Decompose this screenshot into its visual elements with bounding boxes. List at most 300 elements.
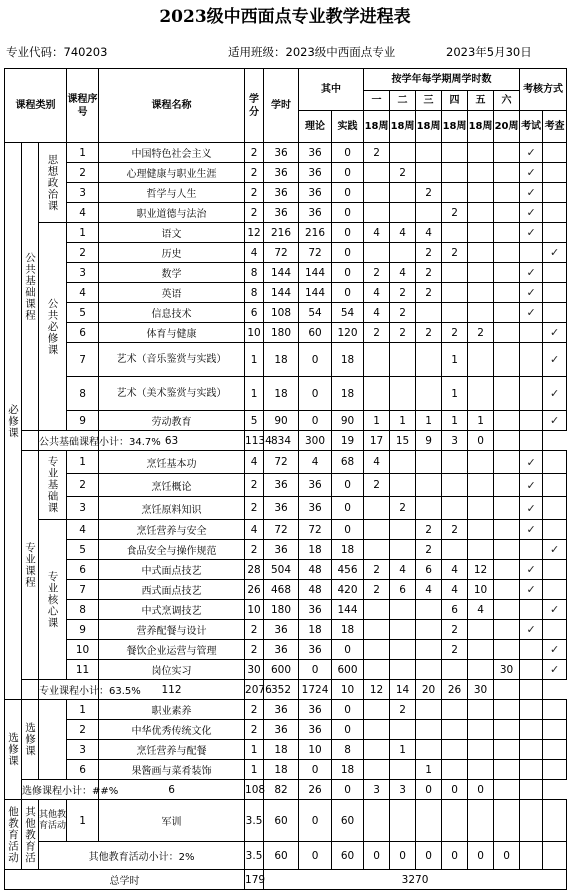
- course-credit: 26: [245, 580, 264, 600]
- course-sem3-hours: [416, 700, 442, 720]
- course-credit: 3.5: [245, 800, 264, 842]
- applicable-class: 适用班级：2023级中西面点专业: [228, 45, 396, 59]
- course-sem4-hours: [442, 143, 468, 163]
- header-practice: 实践: [332, 111, 364, 143]
- course-sem5-hours: [468, 520, 494, 540]
- check-cell: [543, 203, 567, 223]
- course-sem6-hours: [494, 560, 520, 580]
- course-sem4-hours: 1: [442, 343, 468, 377]
- course-sem4-hours: [442, 223, 468, 243]
- course-sem5-hours: [468, 183, 494, 203]
- course-name: 食品安全与操作规范: [99, 540, 245, 560]
- course-sem3-hours: 2: [416, 540, 442, 560]
- course-sem4-hours: [442, 303, 468, 323]
- required-label: [5, 143, 22, 700]
- course-sem5-hours: [468, 303, 494, 323]
- course-seq: 3: [67, 183, 99, 203]
- course-sem1-hours: [364, 163, 390, 183]
- course-credit: 1: [245, 343, 264, 377]
- subtotal-hours: 108: [245, 780, 264, 800]
- course-sem1-hours: [364, 203, 390, 223]
- course-sem1-hours: [364, 600, 390, 620]
- table-row: [5, 303, 567, 323]
- course-sem1-hours: 2: [364, 560, 390, 580]
- course-sem5-hours: [468, 203, 494, 223]
- check-cell: [543, 411, 567, 431]
- subtotal-theory: 834: [264, 431, 299, 451]
- course-credit: 6: [245, 303, 264, 323]
- course-sem3-hours: 1: [416, 760, 442, 780]
- table-row: [5, 540, 567, 560]
- course-sem2-hours: [390, 243, 416, 263]
- other-sub-label: [22, 800, 39, 870]
- check-cell: [543, 560, 567, 580]
- subtotal-check: [543, 842, 567, 870]
- table-row: [5, 343, 567, 377]
- course-hours: 36: [264, 540, 299, 560]
- table-row: [5, 520, 567, 540]
- subtotal-sem1: 0: [332, 780, 364, 800]
- course-credit: 2: [245, 720, 264, 740]
- exam-cell: [520, 303, 543, 323]
- exam-check-icon: ✓: [526, 583, 536, 596]
- header-theory: 理论: [299, 111, 332, 143]
- subtotal-sem5: 0: [442, 780, 468, 800]
- exam-check-icon: ✓: [526, 166, 536, 179]
- course-practice: 68: [332, 451, 364, 474]
- table-row: [5, 497, 567, 520]
- course-practice: 0: [332, 203, 364, 223]
- course-credit: 1: [245, 760, 264, 780]
- course-sem6-hours: [494, 411, 520, 431]
- course-sem4-hours: [442, 740, 468, 760]
- course-practice: 420: [332, 580, 364, 600]
- course-seq: 1: [67, 700, 99, 720]
- course-seq: 3: [67, 263, 99, 283]
- check-cell: [543, 740, 567, 760]
- course-sem4-hours: [442, 700, 468, 720]
- course-name: 哲学与人生: [99, 183, 245, 203]
- course-practice: 120: [332, 323, 364, 343]
- exam-cell: [520, 377, 543, 411]
- subtotal-sem3: 0: [416, 842, 442, 870]
- subtotal-check: [520, 431, 543, 451]
- course-sem1-hours: 1: [364, 411, 390, 431]
- subtotal-theory: 82: [264, 780, 299, 800]
- exam-cell: [520, 640, 543, 660]
- course-practice: 0: [332, 263, 364, 283]
- course-hours: 144: [264, 263, 299, 283]
- schedule-table: [4, 68, 567, 890]
- exam-check-icon: ✓: [526, 306, 536, 319]
- subtotal-sem2: 17: [364, 431, 390, 451]
- course-sem3-hours: [416, 203, 442, 223]
- table-row: [5, 451, 567, 474]
- subtotal-check: [520, 780, 543, 800]
- subtotal-label: 公共基础课程小计：34.7%: [39, 431, 99, 451]
- course-sem1-hours: [364, 620, 390, 640]
- course-credit: 12: [245, 223, 264, 243]
- course-practice: 18: [332, 343, 364, 377]
- subtotal-row: [5, 780, 567, 800]
- subtotal-sem4: 9: [416, 431, 442, 451]
- course-sem3-hours: [416, 620, 442, 640]
- course-hours: 18: [264, 377, 299, 411]
- course-theory: 36: [299, 640, 332, 660]
- course-sem3-hours: 2: [416, 183, 442, 203]
- course-sem3-hours: [416, 740, 442, 760]
- subtotal-sem3: 3: [390, 780, 416, 800]
- course-sem6-hours: [494, 640, 520, 660]
- total-hours: 3270: [264, 870, 567, 890]
- course-sem5-hours: 10: [468, 580, 494, 600]
- course-theory: 216: [299, 223, 332, 243]
- course-hours: 18: [264, 740, 299, 760]
- course-sem1-hours: [364, 660, 390, 680]
- other-label: [5, 800, 22, 870]
- course-sem5-hours: [468, 143, 494, 163]
- exam-cell: [520, 560, 543, 580]
- course-sem1-hours: [364, 183, 390, 203]
- course-credit: 28: [245, 560, 264, 580]
- course-sem5-hours: [468, 497, 494, 520]
- check-check-icon: ✓: [549, 387, 560, 400]
- course-seq: 1: [67, 800, 99, 842]
- elective-label: [5, 700, 22, 800]
- check-check-icon: ✓: [549, 353, 560, 366]
- course-sem6-hours: [494, 760, 520, 780]
- course-hours: 144: [264, 283, 299, 303]
- header-weeks-6: 20周: [494, 111, 520, 143]
- course-sem4-hours: [442, 760, 468, 780]
- course-theory: 36: [299, 143, 332, 163]
- course-sem3-hours: [416, 303, 442, 323]
- course-sem4-hours: 2: [442, 243, 468, 263]
- course-sem6-hours: [494, 263, 520, 283]
- course-seq: 9: [67, 620, 99, 640]
- course-theory: 0: [299, 660, 332, 680]
- subtotal-check: [520, 680, 543, 700]
- page-title: 2023级中西面点专业教学进程表: [159, 7, 411, 27]
- header-weeks-5: 18周: [468, 111, 494, 143]
- course-name: 中式面点技艺: [99, 560, 245, 580]
- check-cell: [543, 243, 567, 263]
- course-hours: 108: [264, 303, 299, 323]
- course-sem6-hours: [494, 343, 520, 377]
- exam-check-icon: ✓: [526, 226, 536, 239]
- table-row: [5, 203, 567, 223]
- course-seq: 3: [67, 740, 99, 760]
- course-sem4-hours: 2: [442, 640, 468, 660]
- prof-basic-label: [39, 451, 67, 520]
- course-sem1-hours: 2: [364, 474, 390, 497]
- exam-check-icon: ✓: [526, 206, 536, 219]
- check-cell: [543, 600, 567, 620]
- check-cell: [543, 640, 567, 660]
- exam-cell: [520, 243, 543, 263]
- course-name: 军训: [99, 800, 245, 842]
- course-practice: 0: [332, 143, 364, 163]
- exam-check-icon: ✓: [526, 146, 536, 159]
- course-credit: 2: [245, 620, 264, 640]
- course-sem3-hours: [416, 451, 442, 474]
- subtotal-sem3: 14: [390, 680, 416, 700]
- course-sem3-hours: [416, 720, 442, 740]
- header-sem1: 一: [364, 91, 390, 111]
- course-theory: 36: [299, 474, 332, 497]
- course-sem6-hours: [494, 720, 520, 740]
- subtotal-sem6: 0: [468, 431, 494, 451]
- course-credit: 30: [245, 660, 264, 680]
- course-sem6-hours: [494, 323, 520, 343]
- exam-check-icon: ✓: [526, 186, 536, 199]
- course-practice: 0: [332, 474, 364, 497]
- course-practice: 600: [332, 660, 364, 680]
- course-sem4-hours: [442, 183, 468, 203]
- header-sem6: 六: [494, 91, 520, 111]
- course-practice: 18: [332, 760, 364, 780]
- course-sem3-hours: 2: [416, 323, 442, 343]
- check-cell: [543, 283, 567, 303]
- check-cell: [543, 540, 567, 560]
- course-practice: 60: [332, 800, 364, 842]
- course-theory: 0: [299, 760, 332, 780]
- course-sem4-hours: [442, 263, 468, 283]
- course-sem2-hours: 2: [390, 163, 416, 183]
- course-sem3-hours: [416, 377, 442, 411]
- subtotal-sem2: 0: [390, 842, 416, 870]
- course-name: 餐饮企业运营与管理: [99, 640, 245, 660]
- course-sem5-hours: [468, 740, 494, 760]
- check-cell: [543, 377, 567, 411]
- course-sem2-hours: 4: [390, 263, 416, 283]
- course-sem5-hours: [468, 283, 494, 303]
- course-sem5-hours: [468, 700, 494, 720]
- course-sem2-hours: [390, 474, 416, 497]
- course-theory: 18: [299, 620, 332, 640]
- exam-cell: [520, 143, 543, 163]
- course-sem3-hours: 1: [416, 411, 442, 431]
- course-theory: 36: [299, 700, 332, 720]
- table-row: [5, 640, 567, 660]
- exam-cell: [520, 263, 543, 283]
- subtotal-theory: 352: [264, 680, 299, 700]
- course-credit: 2: [245, 640, 264, 660]
- subtotal-exam: [494, 780, 520, 800]
- header-weeks-1: 18周: [364, 111, 390, 143]
- check-cell: [543, 660, 567, 680]
- course-sem3-hours: [416, 600, 442, 620]
- course-sem2-hours: 2: [390, 303, 416, 323]
- elective-sub-label-text: 选修课: [24, 722, 36, 757]
- course-credit: 2: [245, 540, 264, 560]
- course-sem5-hours: 2: [468, 323, 494, 343]
- check-cell: [543, 303, 567, 323]
- exam-cell: [520, 343, 543, 377]
- course-hours: 18: [264, 343, 299, 377]
- exam-check-icon: ✓: [526, 478, 536, 492]
- check-cell: [543, 223, 567, 243]
- course-name: 烹饪原料知识: [99, 497, 245, 520]
- course-sem4-hours: 1: [442, 411, 468, 431]
- course-sem6-hours: [494, 620, 520, 640]
- exam-cell: [520, 520, 543, 540]
- course-sem3-hours: [416, 163, 442, 183]
- exam-cell: [520, 411, 543, 431]
- check-cell: [543, 800, 567, 842]
- subtotal-hours: 60: [264, 842, 299, 870]
- course-sem1-hours: [364, 720, 390, 740]
- course-sem2-hours: [390, 620, 416, 640]
- course-sem5-hours: [468, 640, 494, 660]
- course-practice: 18: [332, 540, 364, 560]
- check-check-icon: ✓: [549, 326, 560, 339]
- course-name: 英语: [99, 283, 245, 303]
- course-sem3-hours: 6: [416, 560, 442, 580]
- exam-cell: [520, 660, 543, 680]
- course-sem6-hours: [494, 143, 520, 163]
- course-sem6-hours: [494, 183, 520, 203]
- check-cell: [543, 143, 567, 163]
- check-cell: [543, 700, 567, 720]
- course-sem1-hours: 4: [364, 223, 390, 243]
- exam-cell: [520, 163, 543, 183]
- course-seq: 7: [67, 580, 99, 600]
- course-sem1-hours: [364, 243, 390, 263]
- subtotal-sem1: 19: [332, 431, 364, 451]
- other-inner-label: 其他教育活动: [39, 800, 67, 842]
- header-hours: 学时: [264, 69, 299, 143]
- check-cell: [543, 343, 567, 377]
- course-name: 心理健康与职业生涯: [99, 163, 245, 183]
- course-hours: 36: [264, 700, 299, 720]
- course-credit: 2: [245, 203, 264, 223]
- subtotal-row: [5, 680, 567, 700]
- exam-cell: [520, 451, 543, 474]
- header-category: 课程类别: [5, 69, 67, 143]
- course-sem3-hours: 4: [416, 223, 442, 243]
- table-row: [5, 323, 567, 343]
- header-weeks-2: 18周: [390, 111, 416, 143]
- course-seq: 6: [67, 560, 99, 580]
- course-theory: 36: [299, 183, 332, 203]
- check-check-icon: ✓: [549, 543, 560, 556]
- check-cell: [543, 580, 567, 600]
- course-name: 烹饪营养与配餐: [99, 740, 245, 760]
- course-practice: 0: [332, 497, 364, 520]
- course-sem2-hours: 2: [390, 283, 416, 303]
- course-sem5-hours: [468, 343, 494, 377]
- course-name: 果酱画与菜肴装饰: [99, 760, 245, 780]
- table-row: [5, 760, 567, 780]
- table-row: [5, 377, 567, 411]
- course-seq: 1: [67, 143, 99, 163]
- course-sem1-hours: [364, 520, 390, 540]
- required-label-text: 必修课: [7, 403, 19, 439]
- course-sem4-hours: 2: [442, 203, 468, 223]
- course-seq: 4: [67, 203, 99, 223]
- course-seq: 7: [67, 343, 99, 377]
- public-required-label: [39, 223, 67, 431]
- course-hours: 600: [264, 660, 299, 680]
- course-sem6-hours: [494, 303, 520, 323]
- course-sem6-hours: [494, 163, 520, 183]
- course-sem2-hours: [390, 203, 416, 223]
- course-hours: 216: [264, 223, 299, 243]
- subtotal-sem1: 0: [364, 842, 390, 870]
- course-seq: 4: [67, 283, 99, 303]
- subtotal-exam: [520, 842, 543, 870]
- course-theory: 0: [299, 411, 332, 431]
- subtotal-practice: 1724: [299, 680, 332, 700]
- exam-cell: [520, 183, 543, 203]
- course-sem2-hours: [390, 143, 416, 163]
- course-sem5-hours: [468, 760, 494, 780]
- elective-sub-label: [22, 700, 39, 780]
- check-cell: [543, 474, 567, 497]
- check-cell: [543, 760, 567, 780]
- subtotal-practice: 300: [299, 431, 332, 451]
- course-practice: 18: [332, 377, 364, 411]
- subtotal-sem4: 0: [442, 842, 468, 870]
- course-practice: 8: [332, 740, 364, 760]
- course-sem3-hours: 2: [416, 283, 442, 303]
- course-sem4-hours: 2: [442, 620, 468, 640]
- course-sem1-hours: 2: [364, 580, 390, 600]
- exam-cell: [520, 540, 543, 560]
- course-theory: 60: [299, 323, 332, 343]
- course-name: 中式烹调技艺: [99, 600, 245, 620]
- course-sem5-hours: [468, 243, 494, 263]
- subtotal-hours: 1134: [245, 431, 264, 451]
- course-seq: 4: [67, 520, 99, 540]
- course-sem4-hours: [442, 474, 468, 497]
- course-sem6-hours: [494, 580, 520, 600]
- header-sem3: 三: [416, 91, 442, 111]
- course-sem4-hours: [442, 497, 468, 520]
- course-theory: 0: [299, 343, 332, 377]
- course-seq: 10: [67, 640, 99, 660]
- course-practice: 0: [332, 223, 364, 243]
- course-sem3-hours: 2: [416, 263, 442, 283]
- exam-cell: [520, 323, 543, 343]
- course-hours: 72: [264, 520, 299, 540]
- course-name: 信息技术: [99, 303, 245, 323]
- subtotal-credit: 6: [99, 780, 245, 800]
- course-sem4-hours: 2: [442, 323, 468, 343]
- course-practice: 144: [332, 600, 364, 620]
- course-sem4-hours: 4: [442, 580, 468, 600]
- subtotal-sem1: 10: [332, 680, 364, 700]
- course-theory: 36: [299, 203, 332, 223]
- subtotal-exam: [494, 680, 520, 700]
- course-theory: 48: [299, 560, 332, 580]
- course-practice: 90: [332, 411, 364, 431]
- subtotal-sem6: 0: [494, 842, 520, 870]
- course-hours: 90: [264, 411, 299, 431]
- course-sem6-hours: [494, 740, 520, 760]
- check-check-icon: ✓: [549, 663, 560, 676]
- course-sem2-hours: [390, 720, 416, 740]
- course-theory: 36: [299, 720, 332, 740]
- subtotal-practice: 26: [299, 780, 332, 800]
- course-seq: 9: [67, 411, 99, 431]
- course-seq: 1: [67, 451, 99, 474]
- course-sem5-hours: [468, 540, 494, 560]
- course-name: 艺术（音乐鉴赏与实践）: [99, 343, 245, 377]
- course-name: 历史: [99, 243, 245, 263]
- course-sem3-hours: [416, 497, 442, 520]
